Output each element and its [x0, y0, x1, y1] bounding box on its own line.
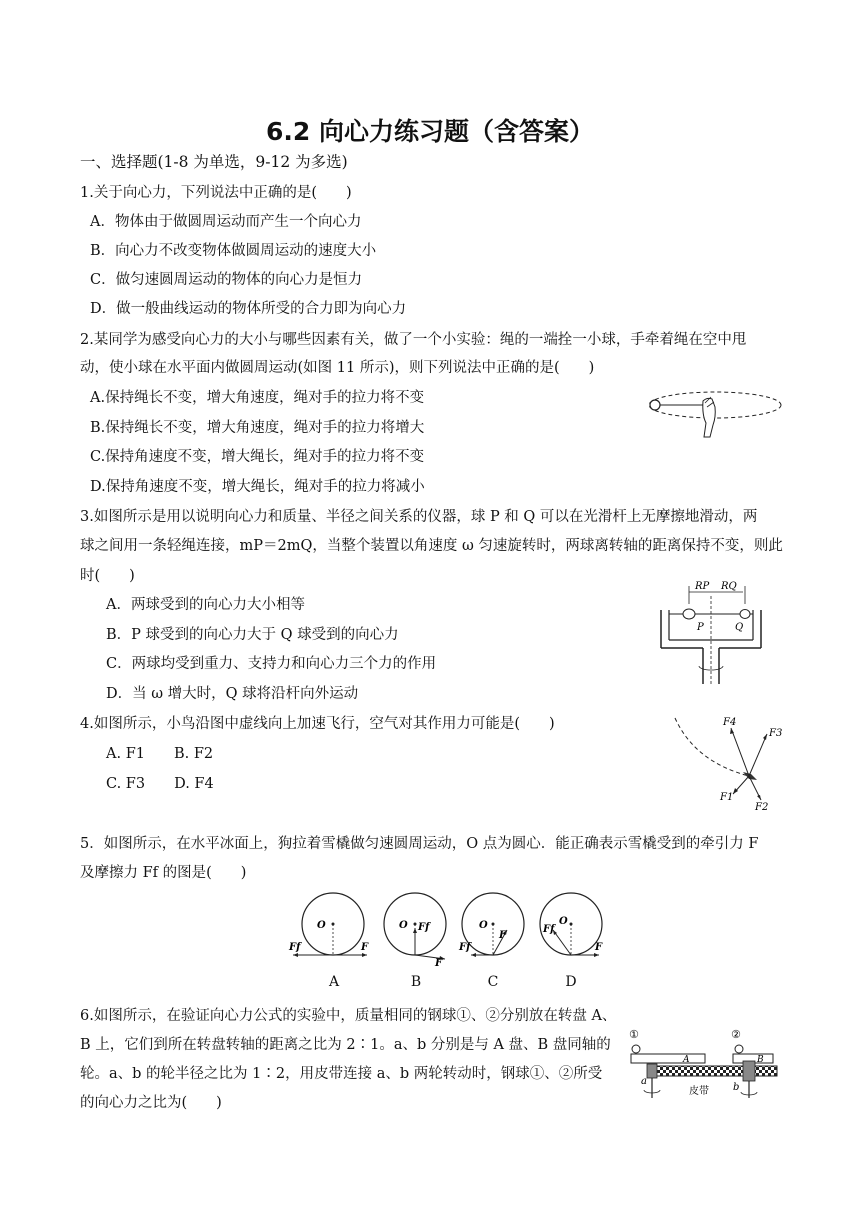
q5-stem-line1: 5．如图所示，在水平冰面上，狗拉着雪橇做匀速圆周运动，O 点为圆心．能正确表示雪橇受到的牵引力 F: [80, 836, 759, 852]
q5-d-label-o: O: [559, 916, 568, 927]
q5-stem-line2: 及摩擦力 Ff 的图是( ): [80, 865, 247, 881]
q5-a-label-ff: Ff: [289, 942, 301, 953]
q3-option-c: C．两球均受到重力、支持力和向心力三个力的作用: [106, 656, 437, 672]
q6-stem-line4: 的向心力之比为( ): [80, 1095, 222, 1111]
q3-option-d: D．当 ω 增大时，Q 球将沿杆向外运动: [106, 686, 359, 702]
q5-b-label-o: O: [399, 920, 408, 931]
q3-figure-rotating-rod: [655, 578, 767, 688]
q6-figure-turntables-belt: [627, 1028, 787, 1104]
q2-option-d: D.保持角速度不变，增大绳长，绳对手的拉力将减小: [90, 479, 425, 495]
q5-a-label-f: F: [361, 942, 369, 953]
q3-fig-label-q: Q: [735, 622, 744, 633]
q1-option-b: B．向心力不改变物体做圆周运动的速度大小: [90, 243, 377, 259]
q3-stem-line3: 时( ): [80, 568, 135, 584]
q3-fig-label-rq: RQ: [721, 581, 737, 592]
q5-caption-d: D: [565, 974, 577, 990]
q6-stem-line3: 轮。a、b 的轮半径之比为 1∶2，用皮带连接 a、b 两轮转动时，钢球①、②所受: [80, 1066, 603, 1082]
q6-fig-label-disk-b: B: [757, 1055, 764, 1065]
q1-stem: 1.关于向心力，下列说法中正确的是( ): [80, 185, 352, 201]
q2-figure-ball-on-string: [645, 383, 785, 455]
q2-option-b: B.保持绳长不变，增大角速度，绳对手的拉力将增大: [90, 420, 425, 436]
q6-fig-label-disk-a: A: [683, 1055, 690, 1065]
q6-fig-label-ball2: ②: [731, 1028, 741, 1041]
q5-d-label-f: F: [595, 942, 603, 953]
q5-b-label-f: F: [435, 958, 443, 966]
q1-option-c: C．做匀速圆周运动的物体的向心力是恒力: [90, 272, 363, 288]
q3-option-a: A．两球受到的向心力大小相等: [106, 597, 305, 613]
q4-fig-label-f1: F1: [720, 792, 734, 803]
page-title: 6.2 向心力练习题（含答案）: [266, 117, 594, 146]
q5-caption-c: C: [487, 974, 499, 990]
q6-fig-label-belt: 皮带: [689, 1086, 709, 1097]
q6-stem-line2: B 上，它们到所在转盘转轴的距离之比为 2∶1。a、b 分别是与 A 盘、B 盘同轴的: [80, 1037, 611, 1053]
q2-option-a: A.保持绳长不变，增大角速度，绳对手的拉力将不变: [90, 390, 425, 406]
q4-fig-label-f3: F3: [769, 728, 783, 739]
q3-stem-line2: 球之间用一条轻绳连接，mP＝2mQ，当整个装置以角速度 ω 匀速旋转时，两球离转轴的距离保持不变，则此: [80, 538, 783, 554]
q2-stem-line1: 2.某同学为感受向心力的大小与哪些因素有关，做了一个小实验：绳的一端拴一小球，手牵着绳在空中甩: [80, 332, 747, 348]
q5-a-label-o: O: [317, 920, 326, 931]
q4-options-cd: C. F3 D. F4: [106, 776, 214, 792]
q2-option-c: C.保持角速度不变，增大绳长，绳对手的拉力将不变: [90, 449, 425, 465]
q5-c-label-o: O: [479, 920, 488, 931]
q4-fig-label-f4: F4: [723, 717, 737, 728]
q1-option-a: A．物体由于做圆周运动而产生一个向心力: [90, 214, 362, 230]
q5-d-label-ff: Ff: [543, 924, 555, 935]
q6-stem-line1: 6.如图所示，在验证向心力公式的实验中，质量相同的钢球①、②分别放在转盘 A、: [80, 1008, 617, 1024]
q6-fig-label-ball1: ①: [629, 1028, 639, 1041]
q5-c-label-f: F: [499, 930, 507, 941]
q2-stem-line2: 动，使小球在水平面内做圆周运动(如图 11 所示)，则下列说法中正确的是( ): [80, 360, 595, 376]
q1-option-d: D．做一般曲线运动的物体所受的合力即为向心力: [90, 301, 407, 317]
q5-b-label-ff: Ff: [418, 922, 430, 933]
q3-fig-label-p: P: [697, 622, 704, 633]
q6-fig-label-wheel-a: a: [641, 1076, 647, 1087]
q3-stem-line1: 3.如图所示是用以说明向心力和质量、半径之间关系的仪器，球 P 和 Q 可以在光滑杆上无摩擦地滑动，两: [80, 509, 758, 525]
q4-stem: 4.如图所示，小鸟沿图中虚线向上加速飞行，空气对其作用力可能是( ): [80, 716, 555, 732]
q5-c-label-ff: Ff: [459, 942, 471, 953]
q4-figure-bird-forces: [665, 714, 790, 814]
q6-fig-label-wheel-b: b: [733, 1082, 740, 1093]
section-heading: 一、选择题(1-8 为单选，9-12 为多选): [80, 153, 348, 171]
q5-figure-sled-circles: [285, 890, 615, 966]
q5-caption-a: A: [328, 974, 340, 990]
q4-fig-label-f2: F2: [755, 802, 769, 813]
q5-caption-b: B: [410, 974, 422, 990]
q4-options-ab: A. F1 B. F2: [106, 746, 214, 762]
q3-option-b: B．P 球受到的向心力大于 Q 球受到的向心力: [106, 627, 399, 643]
q3-fig-label-rp: RP: [695, 581, 710, 592]
